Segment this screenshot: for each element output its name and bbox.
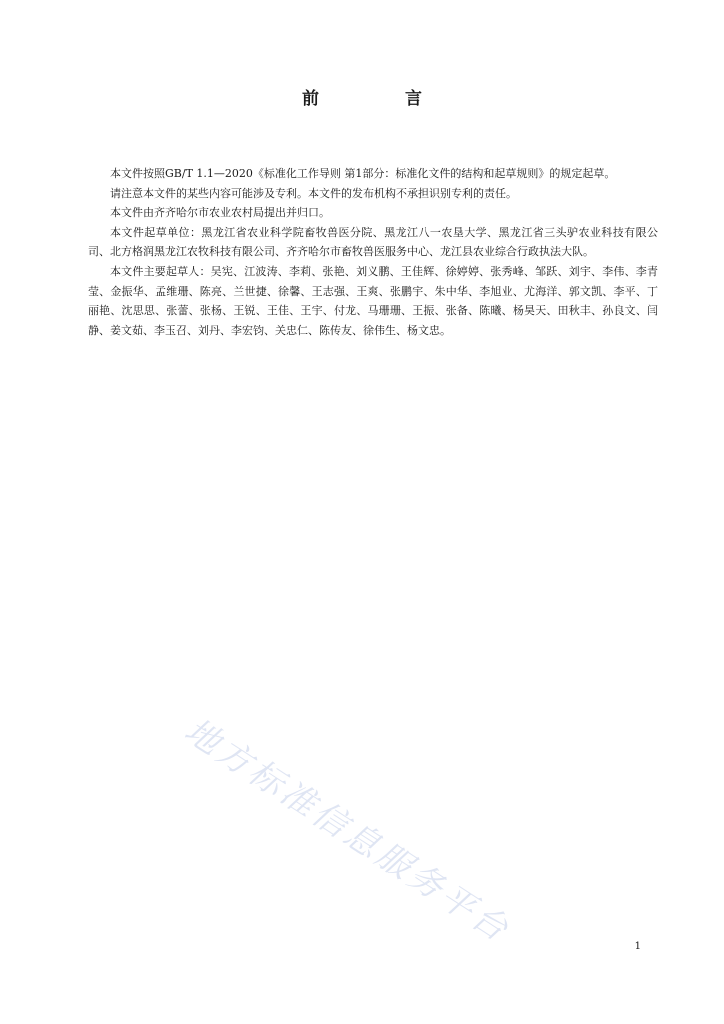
paragraph-drafting-units: 本文件起草单位：黑龙江省农业科学院畜牧兽医分院、黑龙江八一农垦大学、黑龙江省三头驴农业科技有限公司、北方格润黑龙江农牧科技有限公司、齐齐哈尔市畜牧兽医服务中心、龙江县农业综合行政执法大队。 [88,225,658,259]
foreword-body [88,164,658,340]
page-title: 前 言 [302,89,462,109]
paragraph-drafters: 本文件主要起草人：吴宪、江波涛、李莉、张艳、刘义鹏、王佳辉、徐婷婷、张秀峰、邹跃、刘宇、李伟、李青莹、金振华、孟维珊、陈亮、兰世捷、徐馨、王志强、王爽、张鹏宇、朱中华、李旭业、尤海洋、郭文凯、李平、丁丽艳、沈思思、张蕾、张杨、王锐、王佳、王宇、付龙、马珊珊、王振、张备、陈曦、杨昊天、田秋丰、孙良文、闫静、姜文茹、李玉召、刘丹、李宏钧、关忠仁、陈传友、徐伟生、杨文忠。 [88,264,658,337]
paragraph-patent-notice: 请注意本文件的某些内容可能涉及专利。本文件的发布机构不承担识别专利的责任。 [110,186,517,200]
paragraph-proposer: 本文件由齐齐哈尔市农业农村局提出并归口。 [110,206,330,220]
watermark: 地方标准信息服务平台 [177,710,518,952]
page-number: 1 [634,941,641,952]
paragraph-standard-basis: 本文件按照GB/T 1.1—2020《标准化工作导则 第1部分：标准化文件的结构和起草规则》的规定起草。 [110,167,616,180]
